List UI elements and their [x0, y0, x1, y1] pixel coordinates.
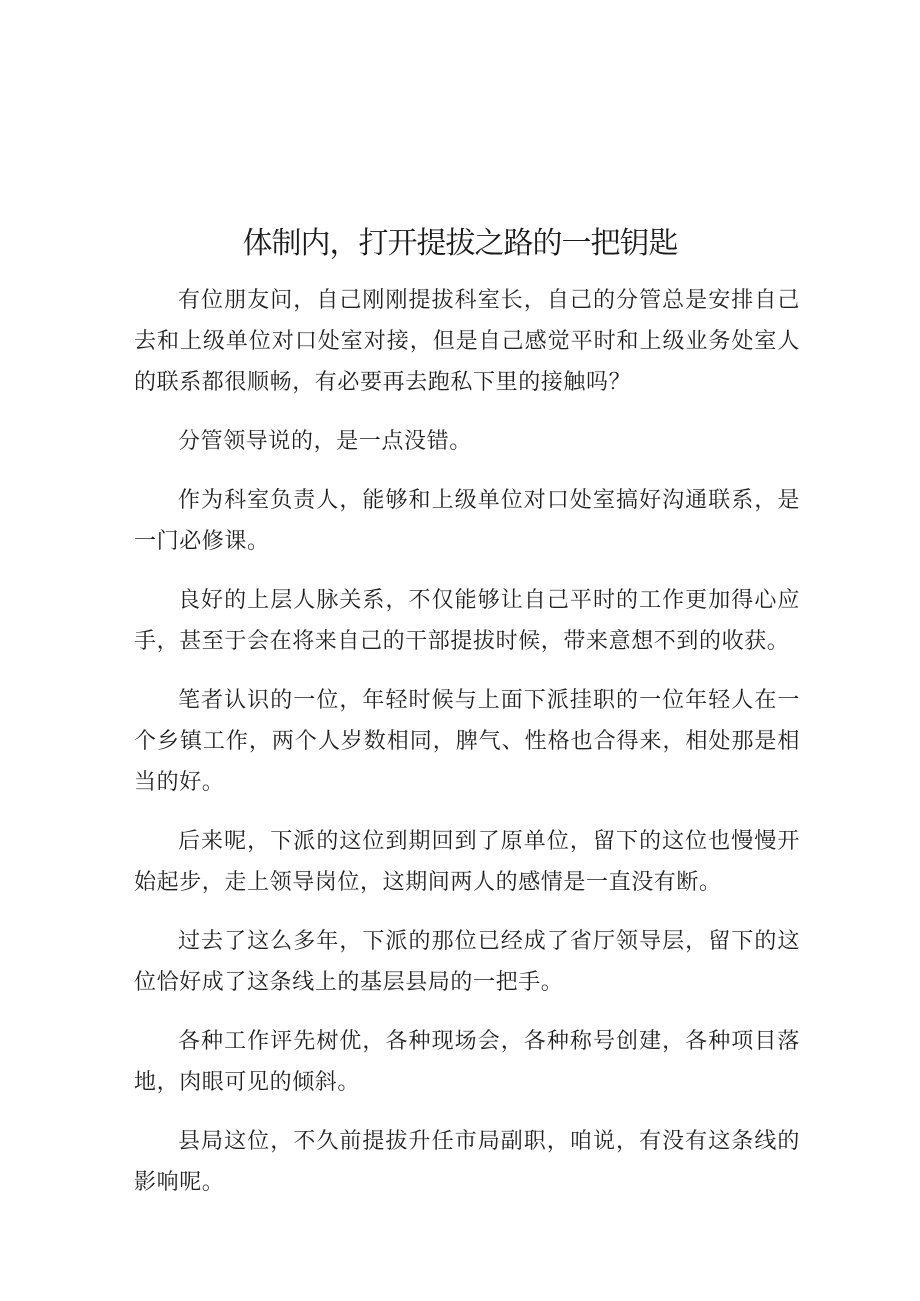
paragraph: 笔者认识的一位，年轻时候与上面下派挂职的一位年轻人在一个乡镇工作，两个人岁数相同，脾气、性格也合得来，相处那是相当的好。	[134, 688, 800, 795]
paragraph: 作为科室负责人，能够和上级单位对口处室搞好沟通联系，是一门必修课。	[134, 488, 800, 554]
paragraph: 分管领导说的，是一点没错。	[178, 429, 472, 454]
paragraph: 各种工作评先树优，各种现场会，各种称号创建，各种项目落地，肉眼可见的倾斜。	[134, 1029, 800, 1095]
paragraph: 过去了这么多年，下派的那位已经成了省厅领导层，留下的这位恰好成了这条线上的基层县局的一把手。	[134, 929, 800, 995]
document-body	[134, 280, 800, 1221]
paragraph: 后来呢，下派的这位到期回到了原单位，留下的这位也慢慢开始起步，走上领导岗位，这期间两人的感情是一直没有断。	[134, 829, 800, 895]
paragraph: 县局这位，不久前提拔升任市局副职，咱说，有没有这条线的影响呢。	[134, 1129, 800, 1195]
paragraph: 有位朋友问，自己刚刚提拔科室长，自己的分管总是安排自己去和上级单位对口处室对接，但是自己感觉平时和上级业务处室人的联系都很顺畅，有必要再去跑私下里的接触吗？	[134, 288, 800, 395]
document-title: 体制内，打开提拔之路的一把钥匙	[242, 226, 678, 261]
paragraph: 良好的上层人脉关系，不仅能够让自己平时的工作更加得心应手，甚至于会在将来自己的干部提拔时候，带来意想不到的收获。	[134, 588, 800, 654]
